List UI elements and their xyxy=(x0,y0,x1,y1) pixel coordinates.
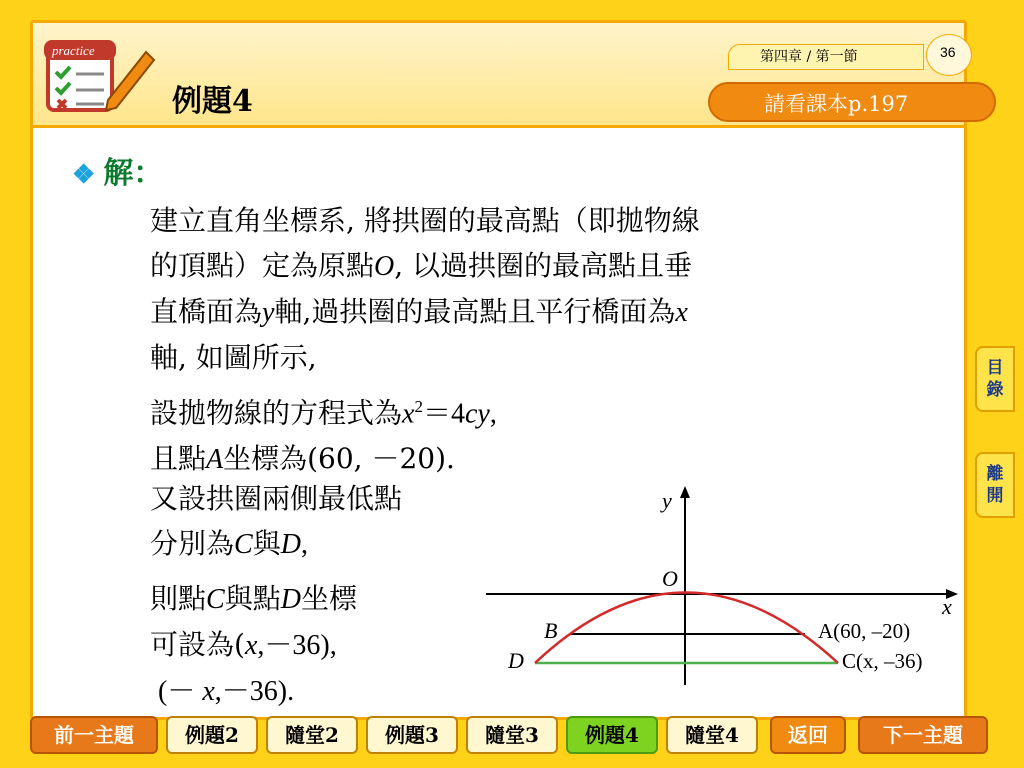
point-A-label: A(60, –20) xyxy=(818,619,911,643)
text-run: , xyxy=(489,398,497,430)
chapter-label: 第四章 / 第一節 xyxy=(760,49,858,65)
origin-label: O xyxy=(662,566,678,591)
math-var: x xyxy=(675,297,688,328)
exit-label: 離 開 xyxy=(986,464,1004,506)
next-topic-button[interactable]: 下一主題 xyxy=(858,716,988,754)
text-run: 坐標為(60, －20). xyxy=(223,442,455,476)
text-run: ,－36). xyxy=(214,676,295,707)
page-title: 例題4 xyxy=(172,84,253,119)
text-run: 與點 xyxy=(224,582,281,615)
text-run: 設拋物線的方程式為 xyxy=(150,396,403,430)
y-axis-arrow xyxy=(680,486,690,498)
paragraph-2 xyxy=(150,384,497,482)
parabola-curve xyxy=(535,593,838,664)
text-run: 軸,過拱圈的最高點且平行橋面為 xyxy=(274,295,676,328)
math-var: C xyxy=(234,529,253,560)
prev-topic-button[interactable]: 前一主題 xyxy=(30,716,158,754)
paragraph-4 xyxy=(150,576,357,714)
math-var: D xyxy=(280,529,301,560)
nav-example-2[interactable]: 例題2 xyxy=(166,716,258,754)
solution-heading xyxy=(72,148,163,192)
point-B-label: B xyxy=(544,618,558,643)
text-run: ,－36), xyxy=(257,630,337,661)
math-var: C xyxy=(206,584,225,615)
text-run: 的頂點）定為原點 xyxy=(150,249,375,282)
math-var: A xyxy=(206,444,224,476)
nav-class-4[interactable]: 隨堂4 xyxy=(666,716,758,754)
x-axis-label: x xyxy=(942,594,952,619)
text-run: (－ xyxy=(158,676,203,707)
header-divider xyxy=(33,125,964,128)
text-run: 直橋面為 xyxy=(150,295,263,328)
back-button[interactable]: 返回 xyxy=(770,716,846,754)
parabola-graph xyxy=(480,480,970,690)
paragraph-3 xyxy=(150,476,402,567)
exponent: 2 xyxy=(414,397,423,416)
toc-button[interactable] xyxy=(975,346,1015,412)
math-var: x xyxy=(244,630,258,661)
paragraph-1 xyxy=(150,198,700,380)
text-run: 又設拱圈兩側最低點 xyxy=(150,482,403,515)
exit-button[interactable] xyxy=(975,452,1015,518)
practice-clipboard-icon xyxy=(38,30,158,125)
math-var: y xyxy=(262,297,275,328)
y-axis-label: y xyxy=(662,488,672,513)
text-run: 軸, 如圖所示, xyxy=(150,341,317,374)
point-C-label: C(x, –36) xyxy=(842,649,923,673)
text-run: ＝4 xyxy=(422,398,465,430)
text-run: 且點 xyxy=(150,442,207,476)
text-run: , xyxy=(300,529,308,560)
nav-example-3[interactable]: 例題3 xyxy=(366,716,458,754)
text-run: 坐標 xyxy=(300,582,357,615)
text-run: 可設為( xyxy=(150,628,245,661)
page-number: 36 xyxy=(940,44,956,60)
text-run: 分別為 xyxy=(150,527,235,560)
point-D-label: D xyxy=(508,648,524,673)
toc-label: 目 錄 xyxy=(986,358,1004,400)
nav-example-4[interactable]: 例題4 xyxy=(566,716,658,754)
logo-text: practice xyxy=(52,43,95,58)
math-var: O xyxy=(374,251,395,282)
text-run: , 以過拱圈的最高點且垂 xyxy=(394,249,693,282)
text-run: 建立直角坐標系, 將拱圈的最高點（即拋物線 xyxy=(150,204,700,237)
math-var: D xyxy=(280,584,301,615)
textbook-reference: 請看課本p.197 xyxy=(764,92,909,116)
solution-label: 解： xyxy=(103,156,164,191)
text-run: 與 xyxy=(252,527,281,560)
math-var: x xyxy=(202,676,215,707)
nav-class-2[interactable]: 隨堂2 xyxy=(266,716,358,754)
nav-class-3[interactable]: 隨堂3 xyxy=(466,716,558,754)
math-var: x xyxy=(402,398,415,430)
math-var: cy xyxy=(464,398,490,430)
text-run: 則點 xyxy=(150,582,207,615)
diamond-bullet-icon: ❖ xyxy=(72,160,96,190)
